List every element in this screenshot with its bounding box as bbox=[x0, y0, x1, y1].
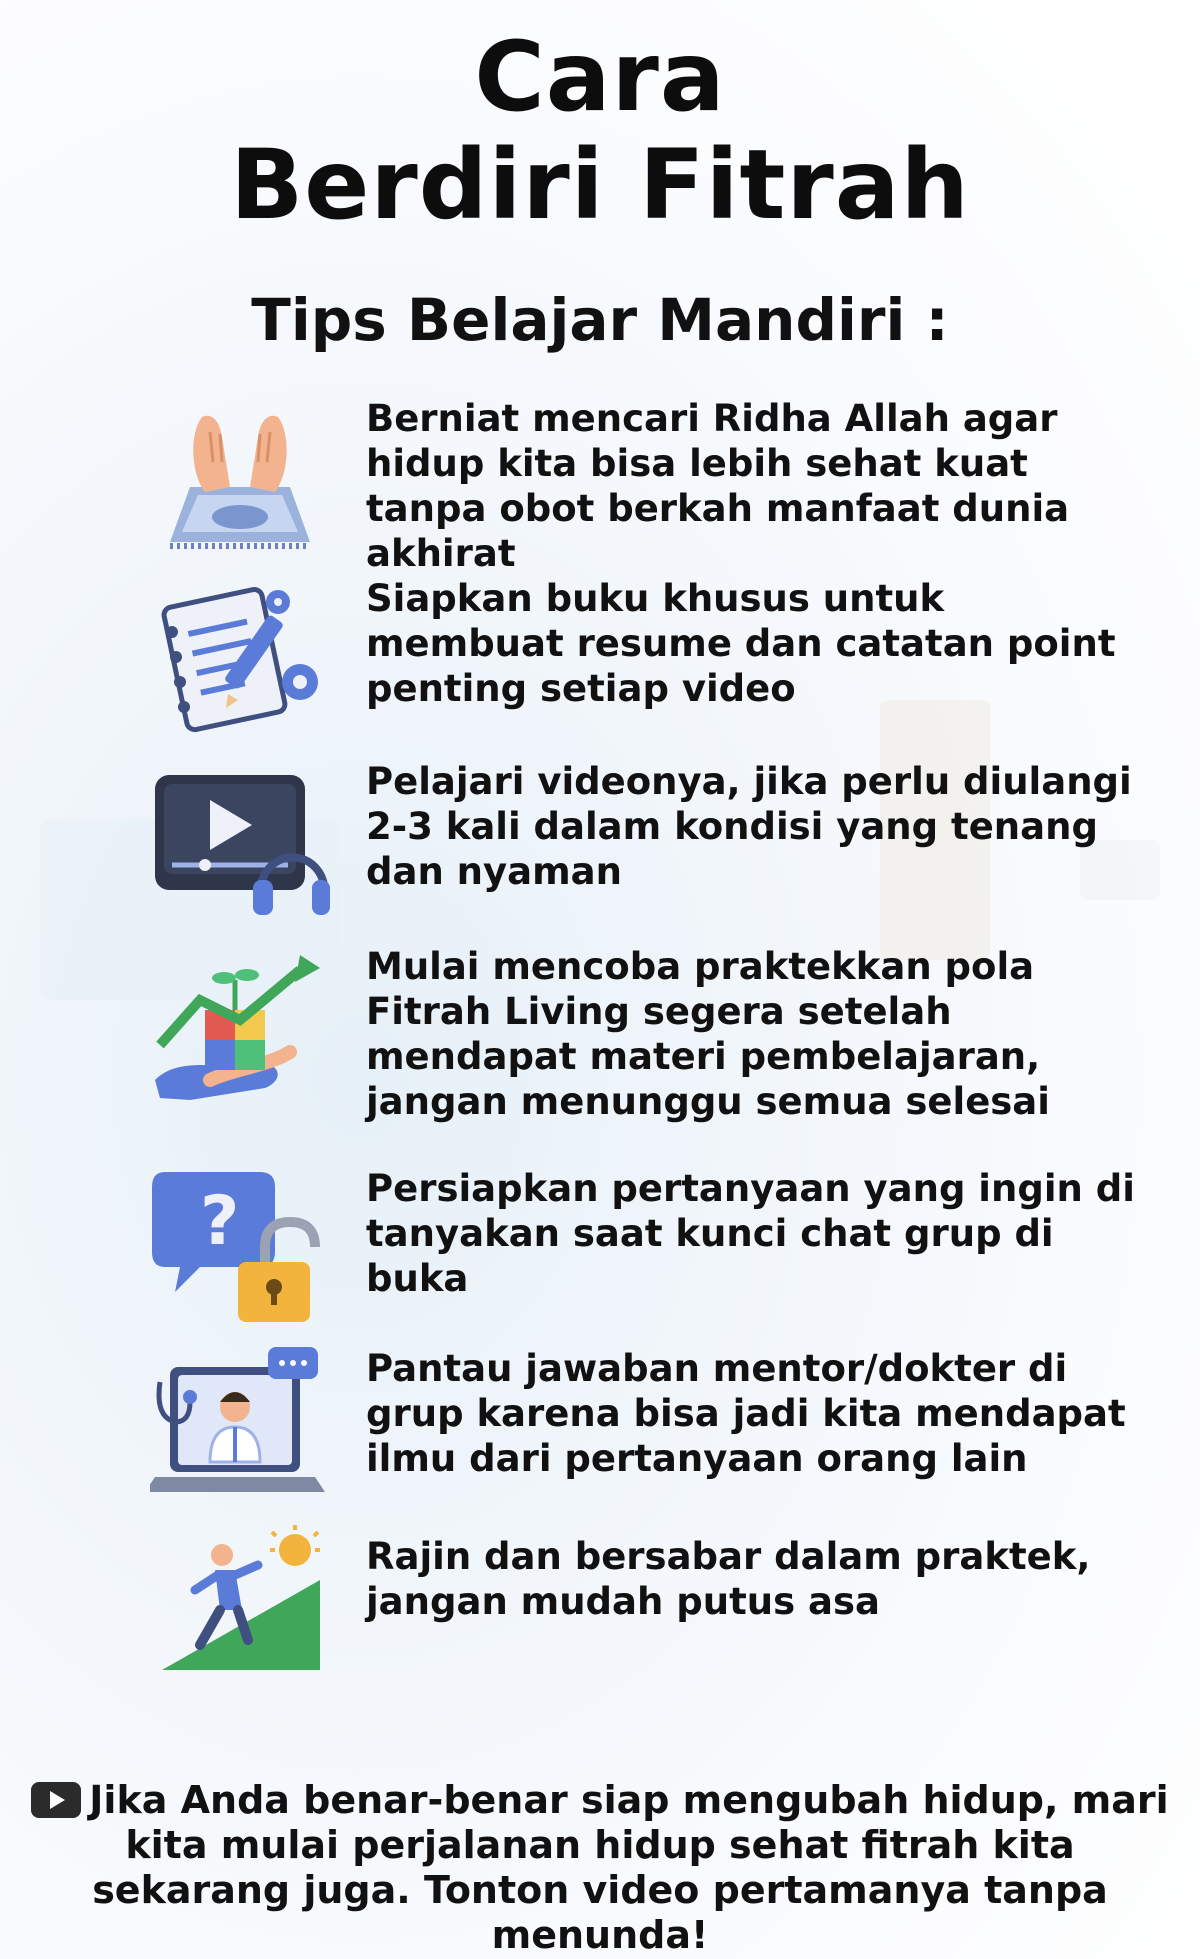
tip-text: Berniat mencari Ridha Allah agar hidup kita bisa lebih sehat kuat tanpa obot berkah manfaat dunia akhirat bbox=[366, 397, 1070, 575]
climbing-person-icon bbox=[150, 1520, 330, 1690]
tip-text: Rajin dan bersabar dalam praktek, jangan mudah putus asa bbox=[366, 1535, 1091, 1623]
tip-item bbox=[150, 392, 1160, 576]
tip-text: Pantau jawaban mentor/dokter di grup karena bisa jadi kita mendapat ilmu dari pertanyaan orang lain bbox=[366, 1347, 1126, 1480]
tip-item bbox=[150, 1520, 1160, 1690]
question-lock-icon bbox=[150, 1162, 330, 1332]
tip-text: Siapkan buku khusus untuk membuat resume dan catatan point penting setiap video bbox=[366, 577, 1116, 710]
tip-item bbox=[150, 1342, 1160, 1512]
subtitle: Tips Belajar Mandiri : bbox=[251, 286, 949, 354]
tip-item bbox=[150, 940, 1160, 1124]
footer-text: Jika Anda benar-benar siap mengubah hidup, mari kita mulai perjalanan hidup sehat fitrah kita sekarang juga. Tonton video pertamanya tanpa menunda! bbox=[89, 1778, 1169, 1957]
youtube-play-icon bbox=[31, 1782, 81, 1818]
tip-item bbox=[150, 572, 1160, 742]
page-title-line1: Cara bbox=[474, 21, 726, 133]
tip-item bbox=[150, 1162, 1160, 1332]
growth-hand-icon bbox=[150, 940, 330, 1110]
praying-hands-icon bbox=[150, 392, 330, 562]
notebook-pencil-icon bbox=[150, 572, 330, 742]
video-headphones-icon bbox=[150, 755, 330, 925]
footer-call-to-action bbox=[30, 1778, 1170, 1958]
tip-text: Mulai mencoba praktekkan pola Fitrah Living segera setelah mendapat materi pembelajaran, jangan menunggu semua selesai bbox=[366, 945, 1050, 1123]
tip-item bbox=[150, 755, 1160, 925]
page-title-line2: Berdiri Fitrah bbox=[230, 129, 970, 241]
doctor-laptop-icon bbox=[150, 1342, 330, 1512]
tip-text: Persiapkan pertanyaan yang ingin di tanyakan saat kunci chat grup di buka bbox=[366, 1167, 1135, 1300]
svg-text:?: ? bbox=[200, 1182, 240, 1261]
tip-text: Pelajari videonya, jika perlu diulangi 2-3 kali dalam kondisi yang tenang dan nyaman bbox=[366, 760, 1132, 893]
